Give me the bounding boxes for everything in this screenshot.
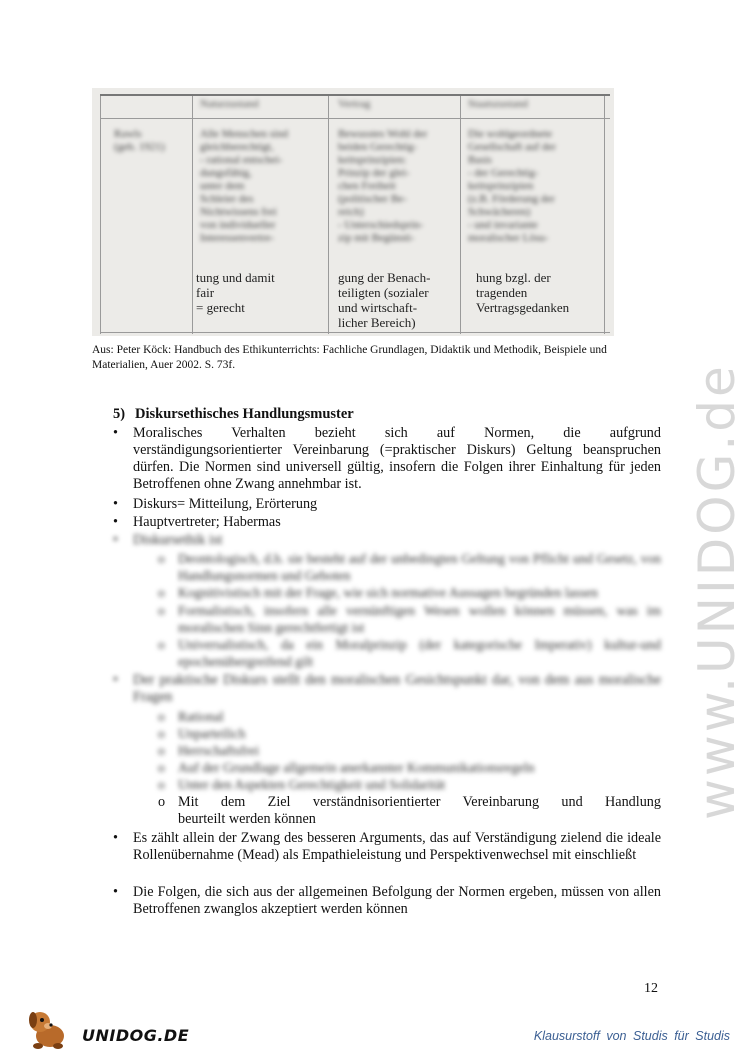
sub-item-blurred [158, 602, 661, 636]
bullet-marker: • [113, 496, 118, 512]
table-cell-line: Alle Menschen sind [200, 128, 288, 140]
logo-text: UNIDOG.DE [82, 1026, 190, 1045]
table-cell-line: Basis [468, 154, 492, 166]
blurred-table-content [92, 88, 614, 268]
sub-text: Unter den Aspekten Gerechtigkeit und Solidarität [178, 777, 446, 792]
table-cell-line: reich) [338, 206, 364, 218]
sub-item [158, 794, 661, 828]
table-cell-line: Schleier des [200, 193, 254, 205]
table-cell-line: teiligten (sozialer [338, 285, 429, 300]
dog-icon [26, 1006, 86, 1052]
table-header: Naturzustand [200, 98, 259, 110]
bullet-text: Die Folgen, die sich aus der allgemeinen Befolgung der Normen ergeben, müssen von allen Betroffenen zwanglos akzeptiert werden können [133, 884, 661, 917]
bullet-text: Moralisches Verhalten bezieht sich auf Normen, die aufgrund [133, 425, 661, 441]
table-cell-line: - und invariante [468, 219, 538, 231]
footer-tagline: Klausurstoff von Studis für Studis [533, 1029, 730, 1043]
table-cell-line: Gesellschaft auf der [468, 141, 556, 153]
bullet-text: Hauptvertreter; Habermas [133, 514, 281, 530]
table-cell-line: licher Bereich) [338, 315, 416, 330]
table-cell-line: zip mit Begünsti- [338, 232, 415, 244]
bullet-item-blurred [113, 532, 661, 549]
table-cell-line: Bewusstes Wohl der [338, 128, 428, 140]
sub-text: beurteilt werden können [178, 811, 316, 827]
sub-text: Kognitivistisch mit der Frage, wie sich normative Aussagen begründen lassen [178, 585, 598, 600]
bullet-marker: • [113, 830, 118, 846]
table-cell-line: Nichtwissens frei [200, 206, 277, 218]
section-number: 5) [113, 406, 126, 422]
table-cell-line: Interessenvertre- [200, 232, 274, 244]
bullet-item [113, 884, 661, 918]
sub-marker: o [158, 603, 165, 618]
table-cell-line: tung und damit [196, 270, 275, 285]
sub-text: Herrschaftsfrei [178, 743, 259, 758]
sub-item-blurred [158, 742, 661, 759]
sub-text: Deontologisch, d.h. sie besteht auf der unbedingten Geltung von Pflicht und Gesetz, von Handlungsnormen und Geboten [178, 551, 661, 583]
sub-marker: o [158, 585, 165, 600]
sub-text: Rational [178, 709, 224, 724]
table-cell-line: Vertragsgedanken [476, 300, 570, 315]
table-cell-line: (politischer Be- [338, 193, 407, 205]
sub-marker: o [158, 743, 165, 758]
table-cell-line: gung der Benach- [338, 270, 431, 285]
bullet-item [113, 514, 661, 531]
table-cell-line: Die wohlgeordnete [468, 128, 552, 140]
bullet-item-blurred [113, 672, 661, 706]
section-title: Diskursethisches Handlungsmuster [135, 406, 354, 422]
bullet-marker: • [113, 532, 118, 548]
table-cell-line: Prinzip der glei- [338, 167, 410, 179]
sub-item-blurred [158, 759, 661, 776]
table-cell-line: dungsfähig, [200, 167, 252, 179]
section-heading [113, 406, 354, 423]
bullet-marker: • [113, 514, 118, 530]
sub-marker: o [158, 726, 165, 741]
table-cell [338, 128, 427, 245]
sub-text: Universalistisch, da ein Moralprinzip (der kategorische Imperativ) kultur-und epochenübergreifend gilt [178, 637, 661, 669]
bullet-text: Es zählt allein der Zwang des besseren Arguments, das auf Verständigung zielend die ideale Rollenübernahme (Mead) als Empathieleistung und Perspektivenwechsel mit einschließt [133, 830, 661, 863]
sub-item-blurred [158, 776, 661, 793]
watermark: www.UNIDOG.de [688, 363, 746, 820]
sub-marker: o [158, 709, 165, 724]
bullet-text: Diskursethik ist [133, 532, 223, 548]
table-cell-line: gleichberechtigt, [200, 141, 274, 153]
unidog-logo[interactable] [26, 1006, 190, 1052]
bullet-text: verständigungsorientierter Vereinbarung (=praktischer Diskurs) Geltung beanspruchen dürfen. Die Normen sind universell gültig, insofern die Folgen ihrer Einhaltung für jeden Betroffenen ohne Zwang annehmbar ist. [133, 442, 661, 492]
table-cell-line: von individueller [200, 219, 276, 231]
bullet-item [113, 830, 661, 864]
table-cell-line: - rational entschei- [200, 154, 283, 166]
table-cell-clear [196, 270, 275, 315]
table-cell-line: Rawls [114, 128, 142, 140]
table-cell-line: unter dem [200, 180, 245, 192]
table-cell-line: - Unterschiedsprin- [338, 219, 424, 231]
table-cell-line: moralischer Lösu- [468, 232, 549, 244]
table-header: Staatszustand [468, 98, 528, 110]
bullet-marker: • [113, 425, 118, 441]
bullet-marker: • [113, 884, 118, 900]
sub-text: Unparteilich [178, 726, 246, 741]
table-caption: Aus: Peter Köck: Handbuch des Ethikunterrichts: Fachliche Grundlagen, Didaktik und Methodik, Beispiele und Materialien, Auer 2002. S. 73f. [92, 344, 607, 371]
sub-marker: o [158, 777, 165, 792]
sub-marker: o [158, 794, 166, 810]
table-cell-clear [338, 270, 430, 330]
sub-item-blurred [158, 550, 661, 584]
sub-marker: o [158, 760, 165, 775]
page-number: 12 [644, 981, 658, 996]
table-cell-line: (z.B. Förderung der [468, 193, 555, 205]
table-cell-line: (geb. 1921) [114, 141, 165, 153]
bullet-text: Diskurs= Mitteilung, Erörterung [133, 496, 318, 512]
table-cell [200, 128, 288, 245]
table-cell-line: keitsprinzipien [468, 180, 534, 192]
bullet-item [113, 496, 661, 513]
table-cell-line: chen Freiheit [338, 180, 396, 192]
sub-item-blurred [158, 584, 661, 601]
sub-marker: o [158, 637, 165, 652]
table-cell-line: beiden Gerechtig- [338, 141, 418, 153]
table-cell-line: Schwächeren) [468, 206, 531, 218]
table-cell-line: hung bzgl. der [476, 270, 551, 285]
table-cell-line: = gerecht [196, 300, 245, 315]
table-cell-line: - der Gerechtig- [468, 167, 539, 179]
scanned-table [92, 88, 614, 336]
table-cell [468, 128, 556, 245]
sub-item-blurred [158, 708, 661, 725]
sub-text: Mit dem Ziel verständnisorientierter Vereinbarung und Handlung [178, 794, 661, 810]
bullet-item [113, 425, 661, 493]
bullet-marker: • [113, 672, 118, 688]
table-cell-line: und wirtschaft- [338, 300, 418, 315]
table-cell-line: keitsprinzipien: [338, 154, 407, 166]
table-row-label [114, 128, 165, 154]
sub-item-blurred [158, 636, 661, 670]
sub-text: Auf der Grundlage allgemein anerkannter Kommunikationsregeln [178, 760, 535, 775]
table-cell-line: tragenden [476, 285, 528, 300]
table-cell-clear [476, 270, 569, 315]
table-header: Vertrag [338, 98, 371, 110]
sub-item-blurred [158, 725, 661, 742]
sub-text: Formalistisch, insofern alle vernünftigen Wesen wollen können müssen, was im moralischen Sinn gerechtfertigt ist [178, 603, 661, 635]
table-line [100, 332, 610, 333]
sub-marker: o [158, 551, 165, 566]
table-cell-line: fair [196, 285, 215, 300]
bullet-text: Der praktische Diskurs stellt den moralischen Gesichtspunkt dar, von dem aus moralische Fragen [133, 672, 661, 705]
